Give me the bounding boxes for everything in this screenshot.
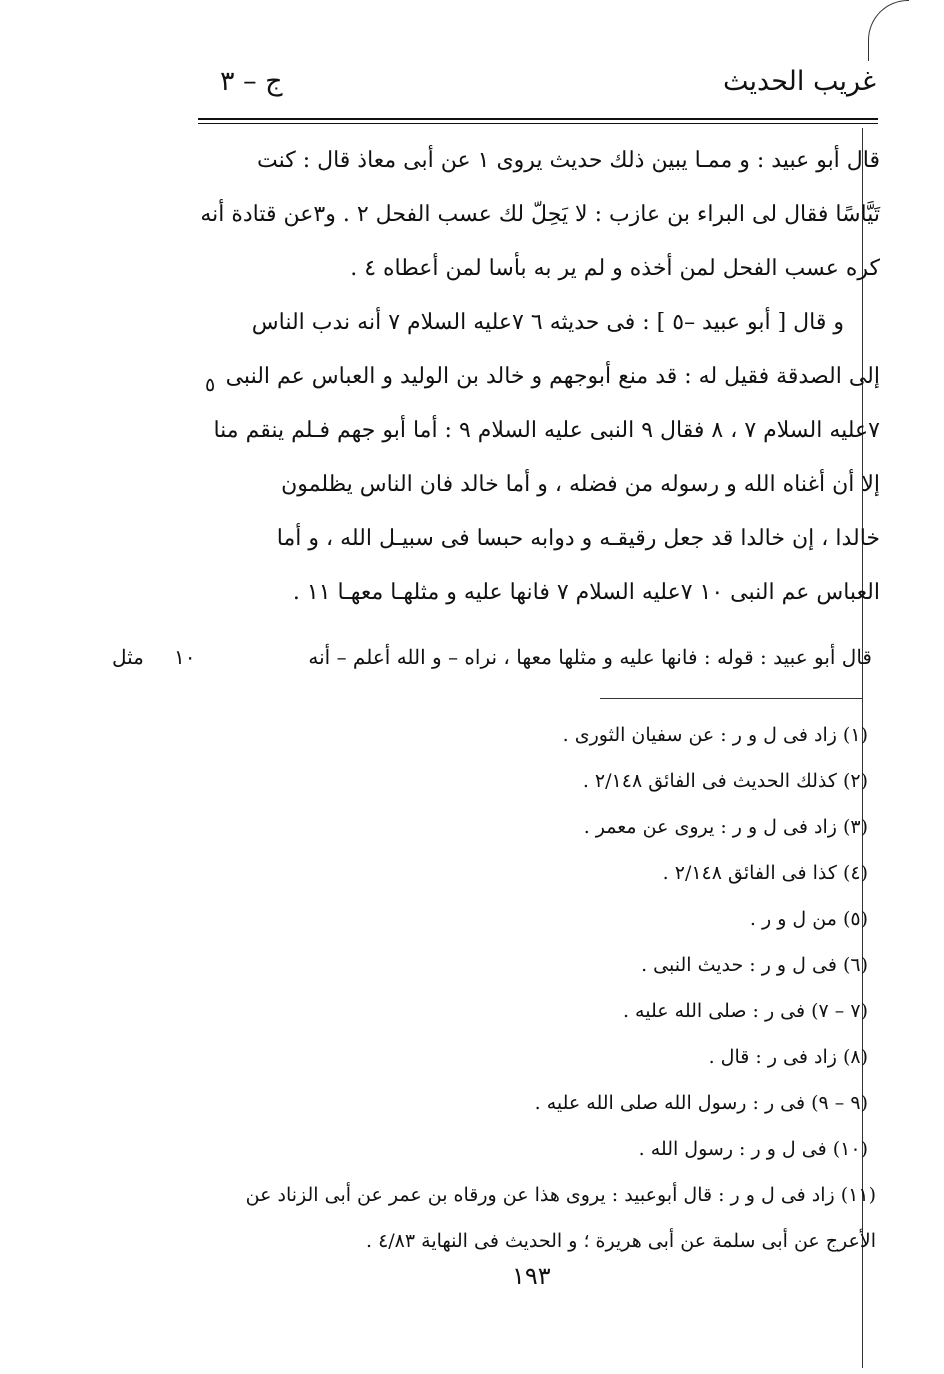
- footnote: (٣) زاد فى ل و ر : يروى عن معمر .: [583, 816, 868, 838]
- text-line: و قال [ أبو عبيد –٥ ] : فى حديثه ٦ ٧عليه السلام ٧ أنه ندب الناس: [251, 310, 844, 335]
- line-number-5: ٥: [205, 374, 216, 396]
- page-number: ١٩٣: [512, 1262, 551, 1290]
- header-rule-thick: [198, 118, 878, 120]
- catchword: مثل: [112, 645, 144, 669]
- text-line: قال أبو عبيد : و ممـا يبين ذلك حديث يروى ١ عن أبى معاذ قال : كنت: [256, 148, 880, 173]
- header-volume: ج – ٣: [220, 66, 283, 97]
- header-title: غريب الحديث: [723, 66, 876, 97]
- footnote: (٧ – ٧) فى ر : صلى الله عليه .: [622, 1000, 868, 1022]
- footnotes: [218, 712, 876, 1264]
- footnote: (١١) زاد فى ل و ر : قال أبوعبيد : يروى هذا عن ورقاه بن عمر عن أبى الزناد عن: [245, 1184, 876, 1206]
- footnote: (٩ – ٩) فى ر : رسول الله صلى الله عليه .: [534, 1092, 868, 1114]
- footnote: (٨) زاد فى ر : قال .: [708, 1046, 868, 1068]
- footnote: (٢) كذلك الحديث فى الفائق ٢/١٤٨ .: [582, 770, 868, 792]
- commentary-text: قال أبو عبيد : قوله : فانها عليه و مثلها معها ، نراه – و الله أعلم – أنه: [308, 645, 872, 669]
- footnote: (٦) فى ل و ر : حديث النبى .: [641, 954, 868, 976]
- footnote-rule: [600, 698, 862, 699]
- footnote: (٤) كذا فى الفائق ٢/١٤٨ .: [662, 862, 868, 884]
- main-text: [200, 134, 880, 620]
- footnote: (١) زاد فى ل و ر : عن سفيان الثورى .: [562, 724, 868, 746]
- footnote: (١٠) فى ل و ر : رسول الله .: [638, 1138, 868, 1160]
- running-header: [200, 62, 876, 112]
- text-line: تَيَّاسًا فقال لى البراء بن عازب : لا يَحِلّ لك عسب الفحل ٢ . و٣عن قتادة أنه: [200, 202, 880, 227]
- text-line: خالدا ، إن خالدا قد جعل رقيقـه و دوابه حبسا فى سبيـل الله ، و أما: [276, 526, 880, 551]
- commentary-line: [112, 645, 872, 685]
- page-edge-curve: [868, 0, 909, 61]
- footnote: الأعرج عن أبى سلمة عن أبى هريرة ؛ و الحديث فى النهاية ٤/٨٣ .: [365, 1230, 876, 1252]
- text-line: العباس عم النبى ١٠ ٧عليه السلام ٧ فانها عليه و مثلهـا معهـا ١١ .: [292, 580, 880, 605]
- text-line: ٧عليه السلام ٧ ، ٨ فقال ٩ النبى عليه السلام ٩ : أما أبو جهم فـلم ينقم منا: [213, 418, 880, 443]
- line-number-10: ١٠: [174, 645, 196, 669]
- header-rule-thin: [198, 123, 878, 124]
- text-line: إلا أن أغناه الله و رسوله من فضله ، و أما خالد فان الناس يظلمون: [281, 472, 880, 497]
- text-line: كره عسب الفحل لمن أخذه و لم ير به بأسا لمن أعطاه ٤ .: [350, 256, 880, 281]
- footnote: (٥) من ل و ر .: [749, 908, 868, 930]
- text-line: إلى الصدقة فقيل له : قد منع أبوجهم و خالد بن الوليد و العباس عم النبى: [225, 364, 880, 389]
